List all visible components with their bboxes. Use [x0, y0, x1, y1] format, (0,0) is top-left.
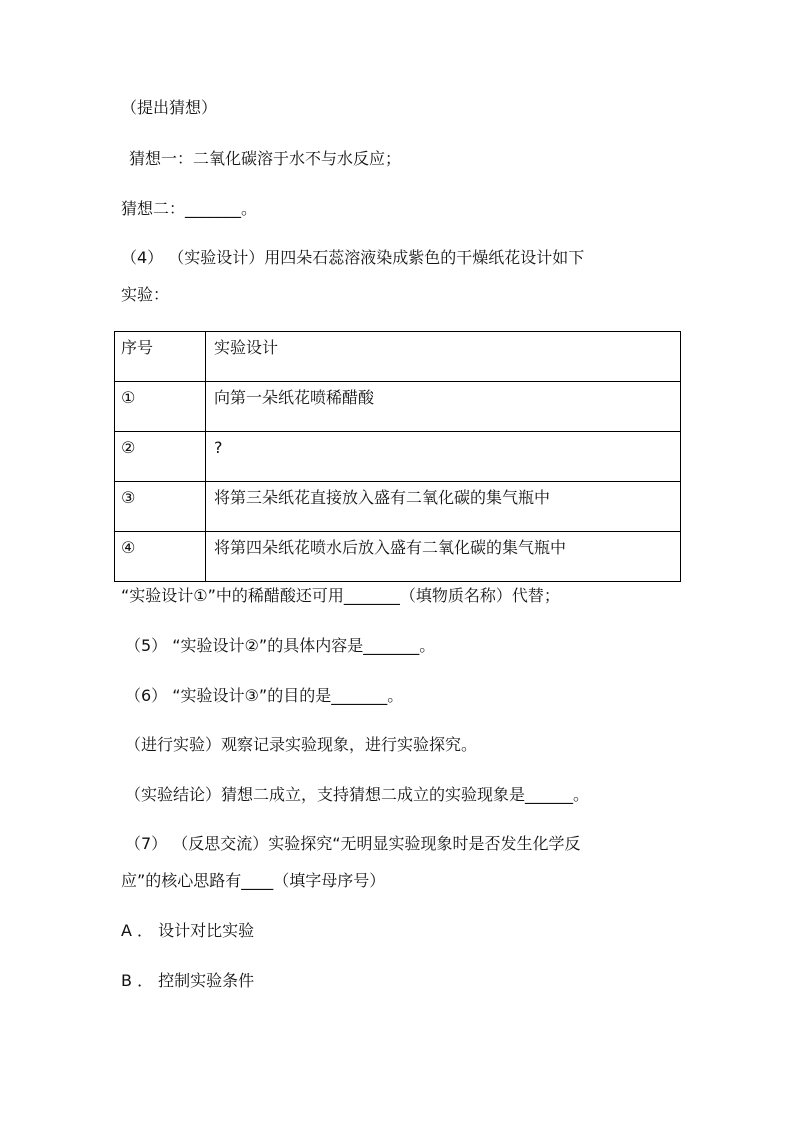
table-row	[115, 532, 681, 582]
option-a: A ． 设计对比实验	[121, 921, 255, 940]
table-header-row	[115, 332, 681, 382]
hypothesis-one: 猜想一：二氧化碳溶于水不与水反应；	[129, 149, 402, 168]
question-acetic-acid-substitute: “实验设计①”中的稀醋酸还可用_______（填物质名称）代替；	[121, 586, 560, 605]
question-4-intro: （4） （实验设计）用四朵石蕊溶液染成紫色的干燥纸花设计如下	[121, 248, 585, 267]
table-cell: ④	[115, 532, 206, 582]
section-conduct-experiment: （进行实验）观察记录实验现象，进行实验探究。	[125, 735, 478, 754]
table-cell: 将第四朵纸花喷水后放入盛有二氧化碳的集气瓶中	[206, 532, 681, 582]
table-header-cell: 实验设计	[206, 332, 681, 382]
question-5: （5） “实验设计②”的具体内容是_______。	[125, 636, 436, 655]
table-row	[115, 482, 681, 532]
question-7-cont: 应”的核心思路有____（填字母序号）	[121, 871, 386, 890]
table-cell: ①	[115, 382, 206, 432]
section-heading-hypothesis: （提出猜想）	[121, 98, 218, 117]
table-row	[115, 382, 681, 432]
table-row	[115, 432, 681, 482]
table-cell: 向第一朵纸花喷稀醋酸	[206, 382, 681, 432]
table-cell: 将第三朵纸花直接放入盛有二氧化碳的集气瓶中	[206, 482, 681, 532]
option-b: B ． 控制实验条件	[121, 971, 255, 990]
question-4-intro-cont: 实验：	[121, 285, 170, 304]
table-cell: ?	[206, 432, 681, 482]
section-experiment-conclusion: （实验结论）猜想二成立，支持猜想二成立的实验现象是______。	[125, 785, 590, 804]
question-6: （6） “实验设计③”的目的是_______。	[125, 686, 404, 705]
question-7: （7） （反思交流）实验探究“无明显实验现象时是否发生化学反	[125, 834, 581, 853]
table-header-cell: 序号	[115, 332, 206, 382]
experiment-design-table	[114, 331, 681, 582]
hypothesis-two: 猜想二：_______。	[121, 199, 258, 218]
table-cell: ③	[115, 482, 206, 532]
table-cell: ②	[115, 432, 206, 482]
